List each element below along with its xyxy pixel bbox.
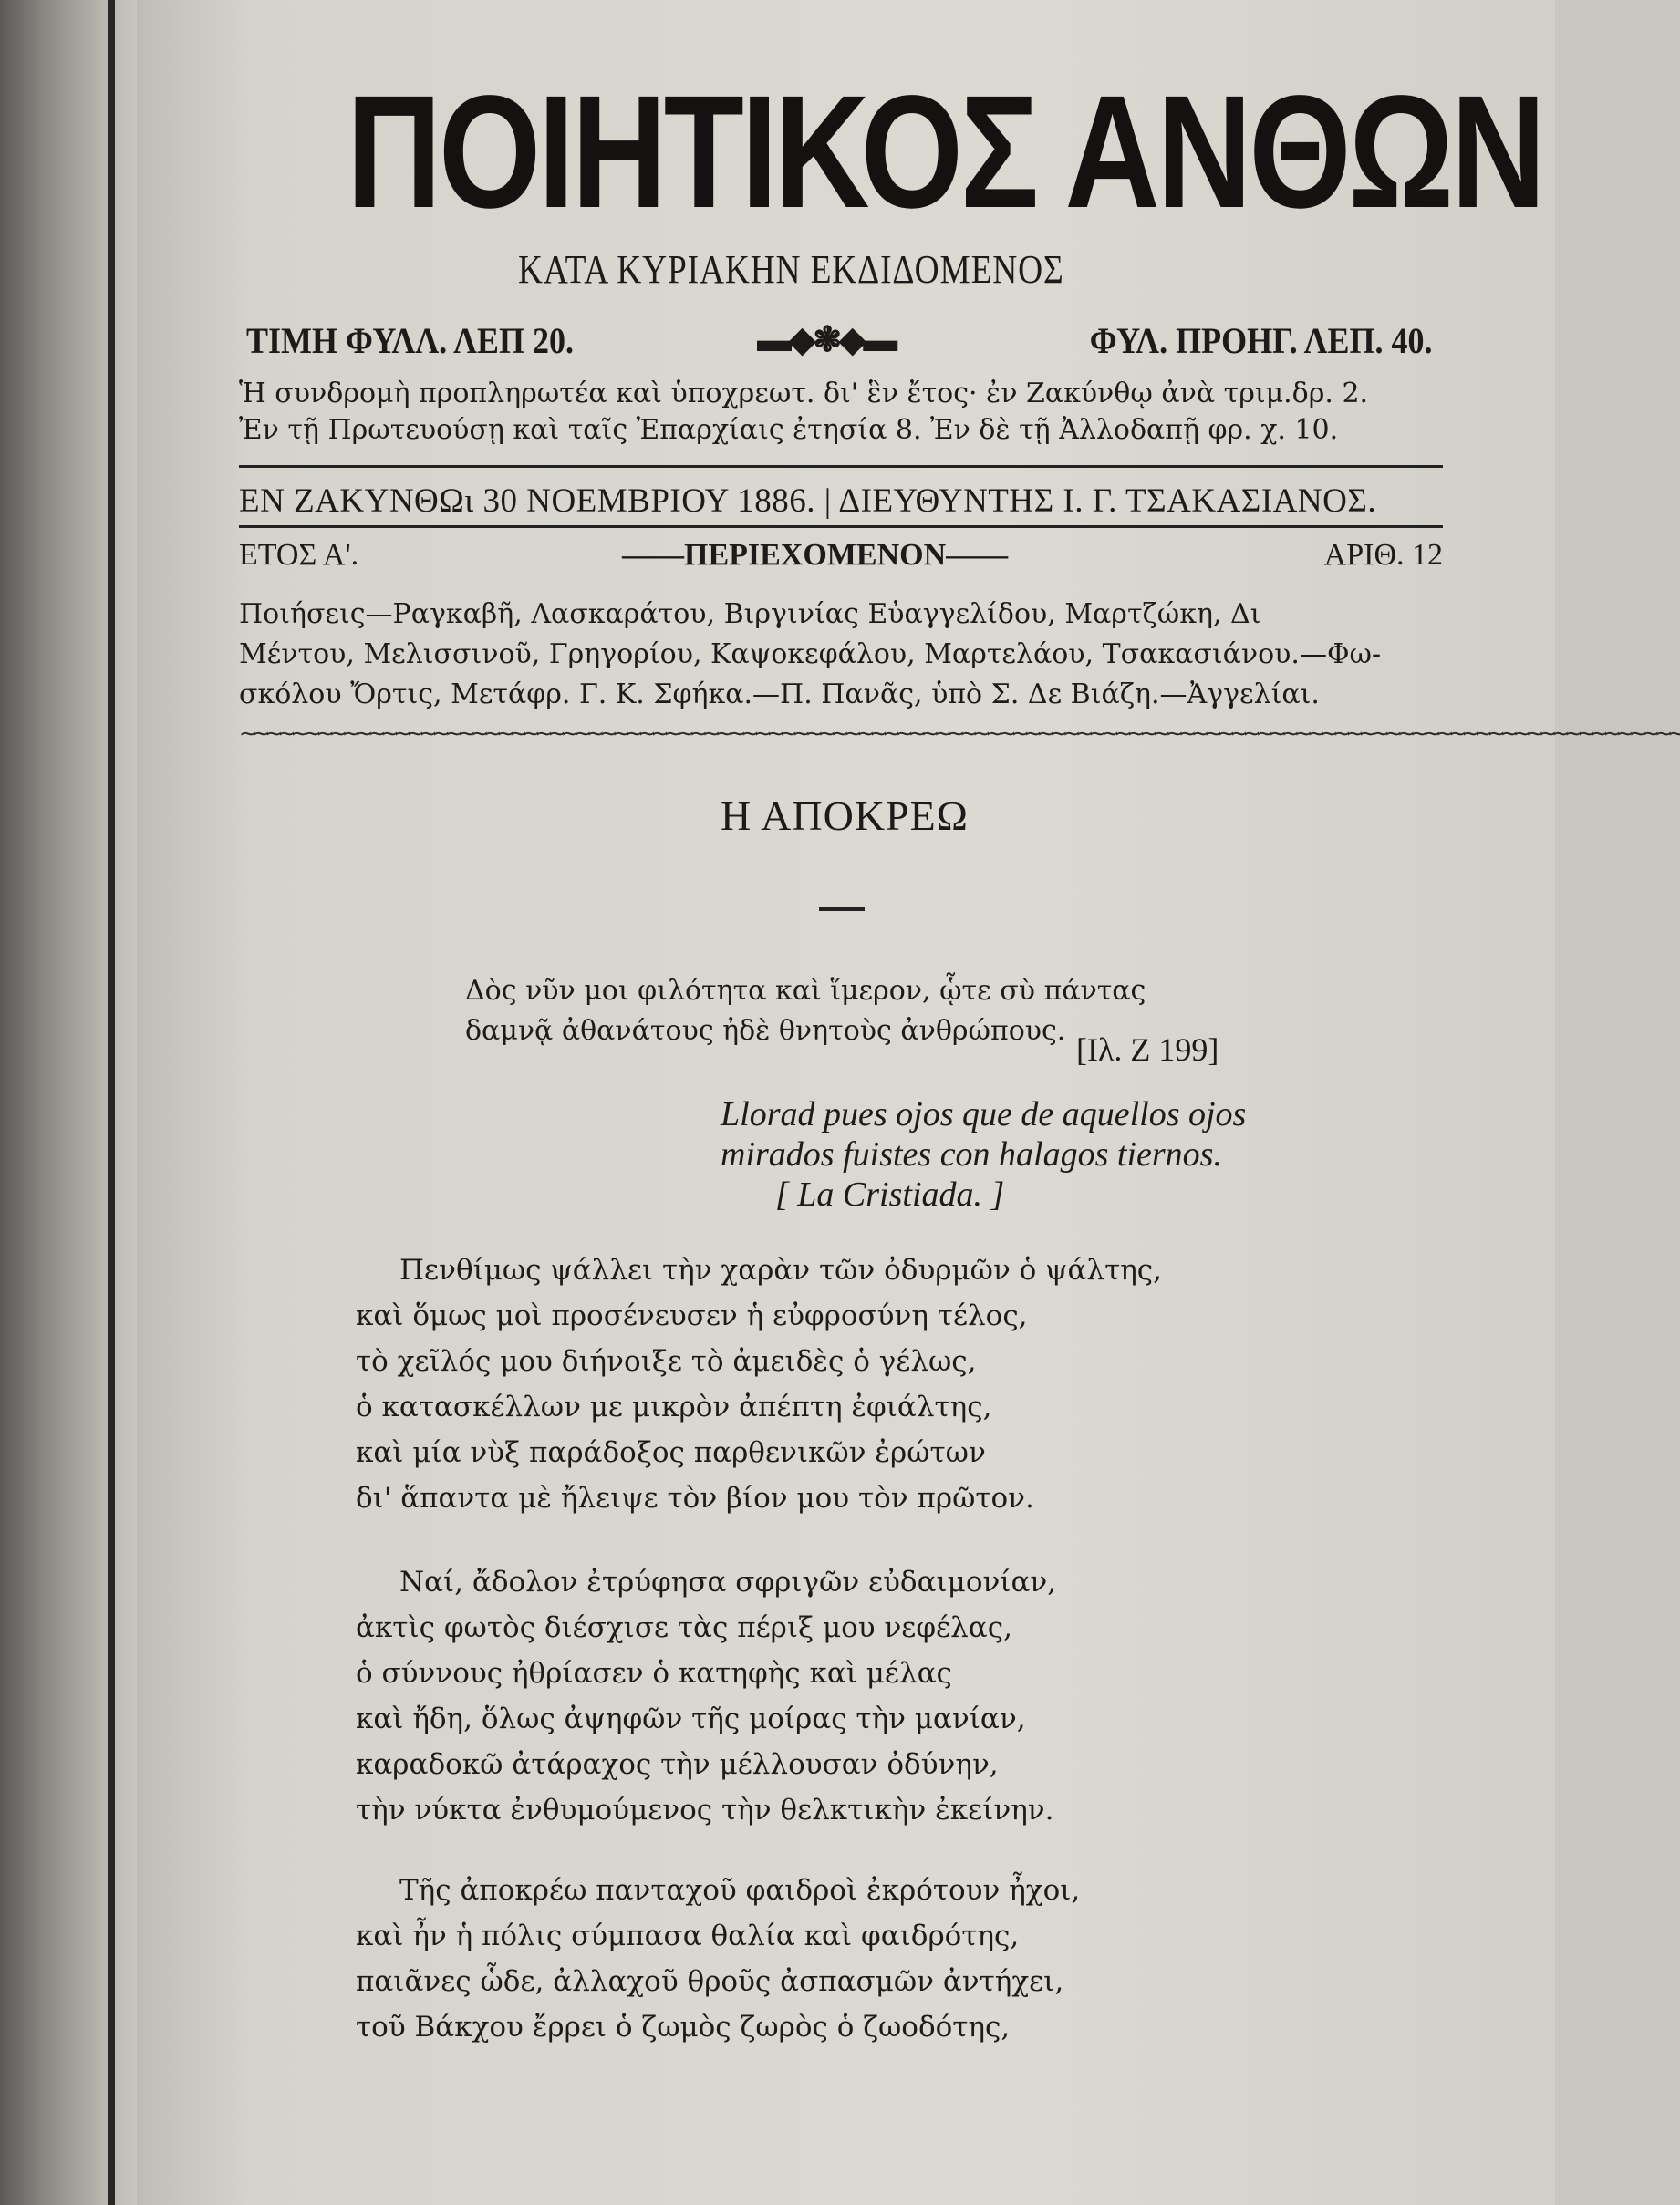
divider-rule — [239, 525, 1443, 528]
poem-line: Πενθίμως ψάλλει τὴν χαρὰν τῶν ὀδυρμῶν ὁ ψάλτης, — [399, 1254, 1163, 1287]
price-row — [246, 319, 1432, 365]
article-title: Η ΑΠΟΚΡΕΩ — [721, 792, 969, 839]
issue-year: ΕΤΟΣ Α'. — [239, 538, 359, 572]
subscription-line: Ἐν τῇ Πρωτευούσῃ καὶ ταῖς Ἐπαρχίαις ἐτησία 8. Ἐν δὲ τῇ Ἀλλοδαπῇ φρ. χ. 10. — [239, 414, 1339, 446]
poem-line: τοῦ Βάκχου ἔρρει ὁ ζωμὸς ζωρὸς ὁ ζωοδότης, — [356, 2011, 1011, 2044]
poem-line: καὶ μία νὺξ παράδοξος παρθενικῶν ἐρώτων — [356, 1436, 986, 1469]
price-previous-issue: ΦΥΛ. ΠΡΟΗΓ. ΛΕΠ. 40. — [1089, 320, 1432, 361]
poem-line: καὶ ἦν ἡ πόλις σύμπασα θαλία καὶ φαιδρότης, — [356, 1920, 1020, 1952]
poem-line: δι' ἅπαντα μὲ ἤλειψε τὸν βίον μου τὸν πρῶτον. — [356, 1482, 1034, 1515]
contents-line: σκόλου Ὄρτις, Μετάφρ. Γ. Κ. Σφήκα.—Π. Πανᾶς, ὑπὸ Σ. Δε Βιάζη.—Ἀγγελίαι. — [239, 678, 1320, 710]
ornament-icon: ▬◆❃◆▬ — [757, 321, 896, 359]
contents-line: Ποιήσεις—Ραγκαβῆ, Λασκαράτου, Βιργινίας Εὐαγγελίδου, Μαρτζώκη, Δι — [239, 598, 1261, 630]
epigraph-line: Δὸς νῦν μοι φιλότητα καὶ ἵμερον, ᾧτε σὺ πάντας — [465, 975, 1146, 1007]
epigraph-line: Llorad pues ojos que de aquellos ojos — [721, 1095, 1247, 1134]
poem-line: τὴν νύκτα ἐνθυμούμενος τὴν θελκτικὴν ἐκείνην. — [356, 1794, 1054, 1827]
poem-line: ὁ σύννους ἠθρίασεν ὁ κατηφὴς καὶ μέλας — [356, 1657, 952, 1690]
poem-line: ἀκτὶς φωτὸς διέσχισε τὰς πέριξ μου νεφέλας, — [356, 1611, 1012, 1644]
epigraph-greek-reference: [Ιλ. Ζ 199] — [1076, 1031, 1219, 1068]
issue-number: ΑΡΙΘ. 12 — [1323, 538, 1443, 572]
epigraph-line: δαμνᾷ ἀθανάτους ἠδὲ θνητοὺς ἀνθρώπους. — [465, 1015, 1066, 1047]
epigraph-line: mirados fuistes con halagos tiernos. — [721, 1135, 1222, 1174]
poem-stanza — [356, 1247, 1359, 1521]
subscription-line: Ἡ συνδρομὴ προπληρωτέα καὶ ὑποχρεωτ. δι' ἓν ἔτος· ἐν Ζακύνθῳ ἀνὰ τριμ.δρ. 2. — [239, 378, 1369, 409]
issue-row — [239, 538, 1443, 578]
wavy-divider: ∼∼∼∼∼∼∼∼∼∼∼∼∼∼∼∼∼∼∼∼∼∼∼∼∼∼∼∼∼∼∼∼∼∼∼∼∼∼∼∼∼∼∼∼∼∼∼∼∼∼∼∼∼∼∼∼∼∼∼∼∼∼∼∼∼∼∼∼∼∼∼∼∼∼∼∼∼∼∼∼∼∼∼∼∼∼∼∼∼∼∼∼∼∼∼∼∼∼∼∼∼∼∼∼∼∼∼∼∼∼∼∼ — [239, 720, 1680, 746]
contents-list — [239, 595, 1443, 715]
poem-line: καὶ ἤδη, ὅλως ἀψηφῶν τῆς μοίρας τὴν μανίαν, — [356, 1703, 1026, 1735]
contents-heading: ——ΠΕΡΙΕΧΟΜΕΝΟΝ—— — [622, 538, 1009, 572]
poem-line: καραδοκῶ ἀτάραχος τὴν μέλλουσαν ὀδύνην, — [356, 1748, 999, 1781]
poem-line: Τῆς ἀποκρέω πανταχοῦ φαιδροὶ ἐκρότουν ἦχοι, — [399, 1874, 1081, 1907]
poem-stanza — [356, 1868, 1359, 2050]
divider-rule — [239, 465, 1443, 468]
spine-edge — [108, 0, 115, 2205]
poem-stanza — [356, 1559, 1359, 1833]
poem-line: τὸ χεῖλός μου διήνοιξε τὸ ἀμειδὲς ὁ γέλως, — [356, 1345, 977, 1378]
price-single-issue: ΤΙΜΗ ΦΥΛΛ. ΛΕΠ 20. — [246, 320, 575, 361]
poem-line: καὶ ὅμως μοὶ προσένευσεν ἡ εὐφροσύνη τέλος, — [356, 1299, 1028, 1332]
masthead-title: ΠΟΙΗΤΙΚΟΣ ΑΝΘΩΝ — [347, 63, 1543, 242]
poem-line: παιᾶνες ὧδε, ἀλλαχοῦ θροῦς ἀσπασμῶν ἀντήχει, — [356, 1965, 1064, 1998]
subscription-terms — [239, 376, 1443, 449]
masthead-subtitle: ΚΑΤΑ ΚΥΡΙΑΚΗΝ ΕΚΔΙΔΟΜΕΝΟΣ — [518, 247, 1064, 292]
poem-line: ὁ κατασκέλλων με μικρὸν ἀπέπτη ἐφιάλτης, — [356, 1391, 992, 1423]
epigraph-spanish-reference: [ La Cristiada. ] — [775, 1175, 1005, 1214]
epigraph-spanish — [721, 1094, 1450, 1215]
contents-line: Μέντου, Μελισσινοῦ, Γρηγορίου, Καψοκεφάλου, Μαρτελάου, Τσακασιάνου.—Φω- — [239, 638, 1382, 670]
title-rule — [819, 907, 865, 911]
poem-line: Ναί, ἄδολον ἐτρύφησα σφριγῶν εὐδαιμονίαν, — [399, 1566, 1057, 1599]
book-binding — [0, 0, 137, 2205]
dateline: ΕΝ ΖΑΚΥΝΘΩι 30 ΝΟΕΜΒΡΙΟΥ 1886. | ΔΙΕΥΘΥΝΤΗΣ Ι. Γ. ΤΣΑΚΑΣΙΑΝΟΣ. — [239, 482, 1377, 520]
